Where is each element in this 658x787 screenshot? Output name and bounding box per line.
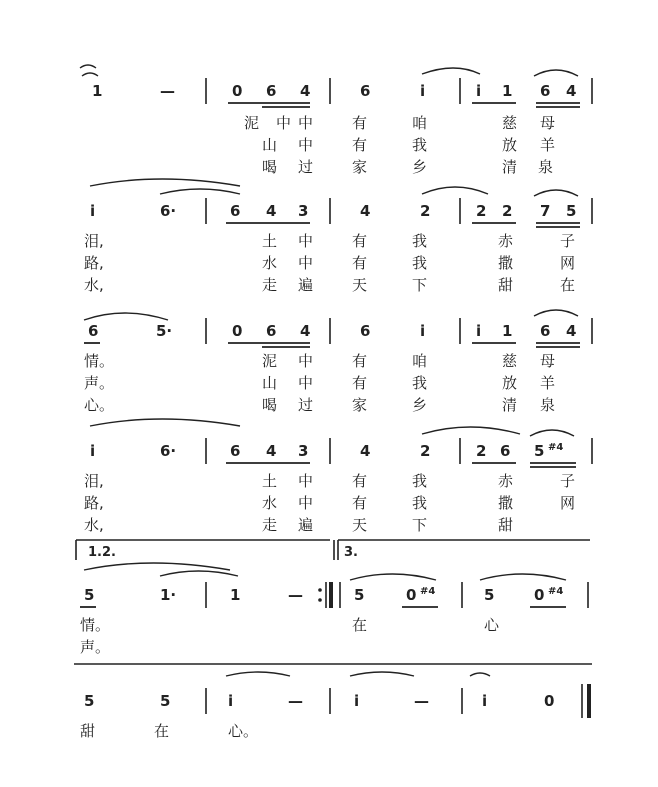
note: 4: [266, 202, 277, 220]
lyric: 在: [154, 722, 170, 740]
lyric: 咱: [412, 114, 428, 132]
note: 3: [298, 442, 309, 460]
note: 0: [406, 586, 417, 604]
lyric: 水,: [84, 516, 104, 534]
note: i: [476, 82, 482, 100]
lyric: 中: [298, 494, 314, 512]
note: 5: [484, 586, 495, 604]
note: 5: [354, 586, 365, 604]
note: 5: [84, 692, 95, 710]
note: 6: [500, 442, 511, 460]
lyric: 有: [352, 136, 368, 154]
lyric: 土: [262, 472, 278, 490]
score-line-6: [74, 664, 592, 740]
lyric: 我: [412, 136, 428, 154]
lyric: 放: [502, 136, 518, 154]
note: 3: [298, 202, 309, 220]
lyric: 喝: [262, 158, 278, 176]
lyric: 中: [298, 232, 314, 250]
lyric: 甜: [498, 516, 514, 534]
lyric: 母: [540, 114, 556, 132]
note: i: [228, 692, 234, 710]
note: 6·: [160, 202, 177, 220]
lyric: 甜: [498, 276, 514, 294]
note: 0: [534, 586, 545, 604]
lyric: 路,: [84, 494, 104, 512]
lyric: 中: [298, 114, 314, 132]
lyric: 清: [502, 396, 518, 414]
note: —: [288, 586, 303, 604]
note: 6: [540, 322, 551, 340]
lyric: 乡: [412, 158, 428, 176]
note: 4: [360, 442, 371, 460]
note: 6: [360, 322, 371, 340]
sharp-note: #4: [548, 442, 564, 453]
lyric: 羊: [540, 374, 556, 392]
note: i: [476, 322, 482, 340]
note: 6: [230, 202, 241, 220]
score-line-1: [80, 65, 592, 176]
lyric: 中: [298, 254, 314, 272]
score-line-2: [84, 179, 592, 294]
note: 4: [300, 322, 311, 340]
lyric: 泉: [540, 396, 556, 414]
lyric: 过: [298, 396, 314, 414]
note: i: [354, 692, 360, 710]
lyric: 中: [298, 136, 314, 154]
note: 6: [88, 322, 99, 340]
note: 1: [230, 586, 241, 604]
note: 1·: [160, 586, 177, 604]
lyric: 泥: [262, 352, 278, 370]
lyric: 慈: [502, 114, 518, 132]
score-line-3: [84, 310, 592, 414]
lyric: 路,: [84, 254, 104, 272]
lyric: 家: [352, 396, 368, 414]
lyric: 中: [298, 352, 314, 370]
lyric: 水: [262, 494, 278, 512]
lyric: 网: [560, 494, 576, 512]
note: 2: [476, 442, 487, 460]
note: 2: [420, 202, 431, 220]
note: 5: [534, 442, 545, 460]
lyric: 撒: [498, 254, 514, 272]
lyric: 网: [560, 254, 576, 272]
note: i: [420, 322, 426, 340]
note: 6: [266, 322, 277, 340]
note: 1: [502, 322, 513, 340]
lyric: 母: [540, 352, 556, 370]
lyric: 遍: [298, 516, 314, 534]
note: i: [90, 202, 96, 220]
lyric: 心。: [228, 722, 259, 740]
lyric: 声。: [84, 374, 115, 392]
lyric: 中: [298, 472, 314, 490]
lyric: 慈: [502, 352, 518, 370]
note: 1: [92, 82, 103, 100]
lyric: 走: [262, 276, 278, 294]
lyric: 泪,: [84, 472, 104, 490]
lyric: 有: [352, 472, 368, 490]
note: i: [90, 442, 96, 460]
note: 2: [420, 442, 431, 460]
lyric: 子: [560, 472, 576, 490]
note: 6: [266, 82, 277, 100]
volta-first-ending: 1.2.: [88, 545, 116, 560]
note: 1: [502, 82, 513, 100]
note: 5: [84, 586, 95, 604]
lyric: 下: [412, 516, 428, 534]
lyric: 情。: [84, 352, 115, 370]
lyric: 过: [298, 158, 314, 176]
lyric: 有: [352, 494, 368, 512]
lyric: 声。: [80, 638, 111, 656]
note: 0: [232, 322, 243, 340]
lyric: 中: [298, 374, 314, 392]
lyric: 泥: [244, 114, 260, 132]
note: 0: [232, 82, 243, 100]
note: 0: [544, 692, 555, 710]
lyric: 山: [262, 374, 278, 392]
lyric: 心: [484, 616, 500, 634]
lyric: 情。: [80, 616, 111, 634]
note: 6·: [160, 442, 177, 460]
note: 4: [300, 82, 311, 100]
lyric: 家: [352, 158, 368, 176]
note: i: [482, 692, 488, 710]
lyric: 心。: [84, 396, 115, 414]
note: 4: [360, 202, 371, 220]
lyric: 有: [352, 374, 368, 392]
lyric: 撒: [498, 494, 514, 512]
lyric: 走: [262, 516, 278, 534]
lyric: 土: [262, 232, 278, 250]
note: 6: [360, 82, 371, 100]
lyric: 我: [412, 494, 428, 512]
lyric: 中: [276, 114, 292, 132]
lyric: 山: [262, 136, 278, 154]
note: 2: [502, 202, 513, 220]
lyric: 子: [560, 232, 576, 250]
note: —: [414, 692, 429, 710]
sharp-note: #4: [420, 586, 436, 597]
lyric: 泉: [538, 158, 554, 176]
note: 4: [566, 82, 577, 100]
lyric: 有: [352, 254, 368, 272]
lyric: 我: [412, 374, 428, 392]
note: i: [420, 82, 426, 100]
note: —: [288, 692, 303, 710]
note: 2: [476, 202, 487, 220]
score-line-4: [84, 419, 592, 534]
note: 6: [230, 442, 241, 460]
lyric: 天: [352, 516, 368, 534]
lyric: 在: [560, 276, 576, 294]
note: 4: [266, 442, 277, 460]
note: 5: [160, 692, 171, 710]
lyric: 赤: [498, 232, 514, 250]
lyric: 赤: [498, 472, 514, 490]
lyric: 清: [502, 158, 518, 176]
lyric: 水,: [84, 276, 104, 294]
lyric: 乡: [412, 396, 428, 414]
sharp-note: #4: [548, 586, 564, 597]
note: 4: [566, 322, 577, 340]
lyric: 我: [412, 254, 428, 272]
lyric: 泪,: [84, 232, 104, 250]
note: —: [160, 82, 175, 100]
note: 5: [566, 202, 577, 220]
lyric: 我: [412, 472, 428, 490]
score-line-5: [76, 540, 590, 656]
lyric: 放: [502, 374, 518, 392]
lyric: 在: [352, 616, 368, 634]
lyric: 羊: [540, 136, 556, 154]
lyric: 下: [412, 276, 428, 294]
lyric: 有: [352, 114, 368, 132]
lyric: 咱: [412, 352, 428, 370]
lyric: 有: [352, 232, 368, 250]
note: 6: [540, 82, 551, 100]
lyric: 喝: [262, 396, 278, 414]
lyric: 天: [352, 276, 368, 294]
lyric: 水: [262, 254, 278, 272]
lyric: 我: [412, 232, 428, 250]
note: 5·: [156, 322, 173, 340]
lyric: 遍: [298, 276, 314, 294]
volta-second-ending: 3.: [344, 545, 358, 560]
lyric: 有: [352, 352, 368, 370]
note: 7: [540, 202, 551, 220]
lyric: 甜: [80, 722, 96, 740]
